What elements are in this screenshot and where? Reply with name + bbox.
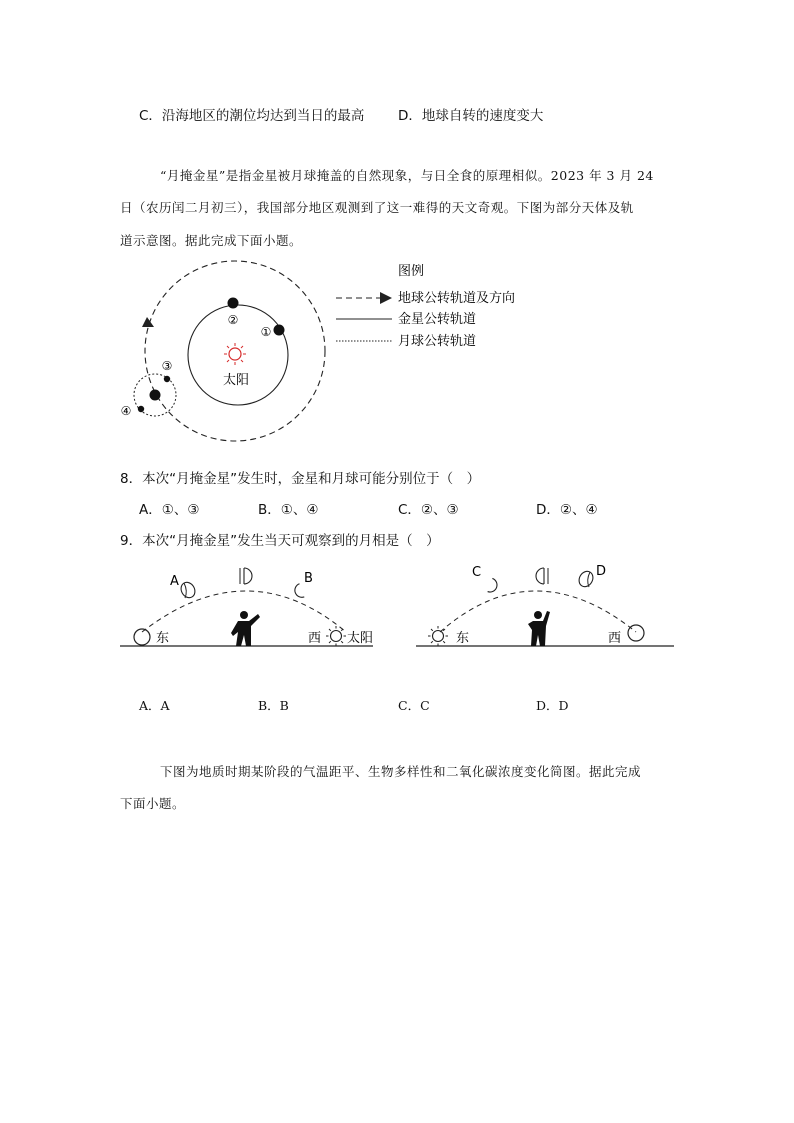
sun-label-left: 太阳 bbox=[347, 631, 374, 646]
west-label-left: 西 bbox=[308, 631, 322, 646]
intro2-line1: 下图为地质时期某阶段的气温距平、生物多样性和二氧化碳浓度变化简图。据此完成 bbox=[160, 764, 642, 779]
intro1-line3: 道示意图。据此完成下面小题。 bbox=[120, 233, 303, 248]
east-label-right: 东 bbox=[456, 631, 470, 646]
q9-option-a: A．A bbox=[139, 698, 170, 713]
q8-option-a: A．①、③ bbox=[139, 502, 200, 518]
sun-west-icon bbox=[326, 626, 346, 646]
label-a: A bbox=[170, 574, 179, 589]
legend-title: 图例 bbox=[398, 264, 425, 279]
option-c-prev: C．沿海地区的潮位均达到当日的最高 bbox=[139, 108, 365, 124]
label-c: C bbox=[472, 565, 482, 580]
legend-arrow-icon bbox=[380, 292, 392, 304]
venus-position-1 bbox=[274, 325, 285, 336]
intro2-line2: 下面小题。 bbox=[120, 796, 186, 811]
sun-label: 太阳 bbox=[222, 373, 250, 388]
earth-direction-arrow bbox=[142, 317, 154, 327]
q9-option-b: B．B bbox=[258, 698, 289, 713]
moon-half-top-right-icon bbox=[536, 568, 548, 584]
east-label-left: 东 bbox=[156, 631, 170, 646]
moon-half-top-icon bbox=[240, 568, 252, 584]
marker-3: ③ bbox=[161, 359, 173, 373]
moon-phase-diagram-right bbox=[414, 560, 676, 652]
intro1-line2: 日（农历闰二月初三），我国部分地区观测到了这一难得的天文奇观。下图为部分天体及轨 bbox=[120, 200, 634, 215]
marker-1: ① bbox=[260, 325, 272, 339]
label-b: B bbox=[304, 571, 313, 586]
observer-icon-right bbox=[528, 611, 550, 646]
q8-option-c: C．②、③ bbox=[398, 502, 459, 518]
observer-icon-left bbox=[231, 611, 260, 646]
moon-position-3 bbox=[164, 376, 170, 382]
marker-4: ④ bbox=[120, 404, 132, 418]
moon-phase-diagram-left bbox=[118, 560, 380, 652]
q8-option-d: D．②、④ bbox=[536, 502, 598, 518]
marker-2: ② bbox=[227, 313, 239, 327]
intro1-line1: “月掩金星”是指金星被月球掩盖的自然现象，与日全食的原理相似。2023 年 3 月 24 bbox=[160, 168, 654, 183]
q9-stem: 9．本次“月掩金星”发生当天可观察到的月相是（ ） bbox=[120, 533, 440, 549]
sun-east-icon bbox=[428, 626, 448, 646]
moon-crescent-c-icon bbox=[488, 578, 499, 594]
moon-position-4 bbox=[138, 406, 144, 412]
option-d-prev: D．地球自转的速度变大 bbox=[398, 108, 544, 124]
sun-icon bbox=[224, 343, 246, 365]
label-d: D bbox=[596, 564, 607, 579]
venus-position-2 bbox=[228, 298, 239, 309]
legend-moon-label: 月球公转轨道 bbox=[398, 334, 477, 349]
q8-stem: 8．本次“月掩金星”发生时，金星和月球可能分别位于（ ） bbox=[120, 471, 481, 487]
moon-gibbous-d-icon bbox=[576, 569, 595, 589]
moon-crescent-b-icon bbox=[293, 584, 304, 600]
legend-earth-label: 地球公转轨道及方向 bbox=[398, 291, 516, 306]
legend-venus-label: 金星公转轨道 bbox=[398, 312, 477, 327]
q9-option-c: C．C bbox=[398, 698, 430, 713]
orbit-diagram bbox=[110, 255, 540, 455]
earth-orbit bbox=[145, 261, 325, 441]
earth-dot bbox=[150, 390, 161, 401]
moon-gibbous-a-icon bbox=[178, 580, 197, 600]
q9-option-d: D．D bbox=[536, 698, 569, 713]
q8-option-b: B．①、④ bbox=[258, 502, 319, 518]
west-label-right: 西 bbox=[608, 631, 622, 646]
moon-full-west-icon bbox=[628, 625, 644, 641]
